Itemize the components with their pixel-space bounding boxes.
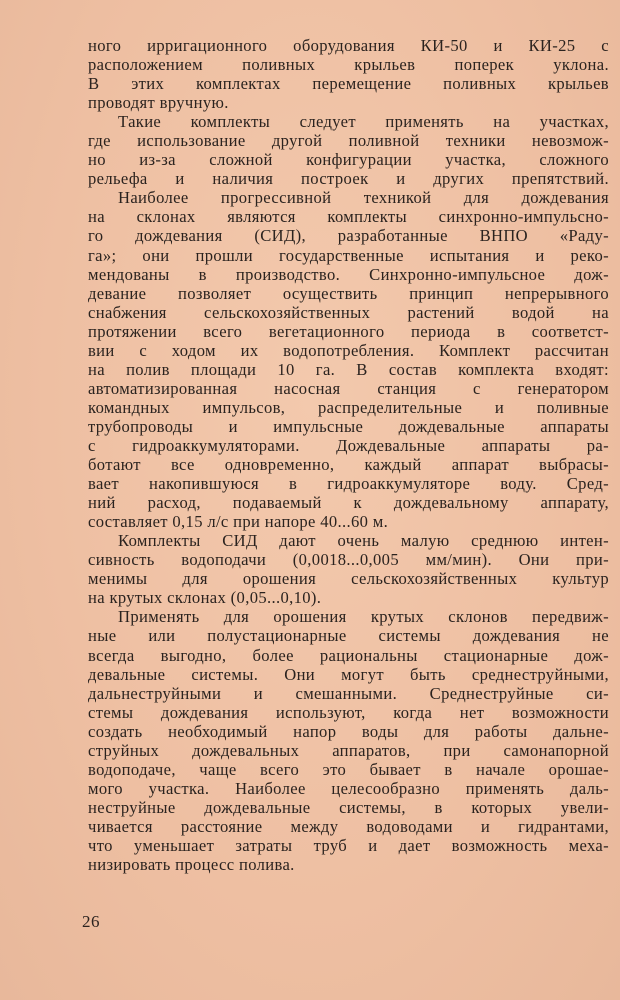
text-line: мого участка. Наиболее целесообразно применять даль- xyxy=(88,778,609,798)
text-line: стемы дождевания используют, когда нет возможности xyxy=(88,702,609,722)
text-line: менимы для орошения сельскохозяйственных культур xyxy=(88,569,609,589)
text-line: что уменьшает затраты труб и дает возможность меха- xyxy=(88,835,609,855)
text-line: водоподаче, чаще всего это бывает в начале орошае- xyxy=(88,759,609,779)
text-line: снабжения сельскохозяйственных растений водой на xyxy=(88,302,609,322)
paragraph-5 xyxy=(88,607,609,874)
text-line: ные или полустационарные системы дождевания не xyxy=(88,626,609,646)
text-line: на крутых склонах (0,05...0,10). xyxy=(88,588,322,608)
text-line: ний расход, подаваемый к дождевальному аппарату, xyxy=(88,493,609,513)
text-line: вии с ходом их водопотребления. Комплект рассчитан xyxy=(88,340,609,360)
text-line: где использование другой поливной техники невозмож- xyxy=(88,131,609,151)
text-line: с гидроаккумуляторами. Дождевальные аппараты ра- xyxy=(88,435,609,455)
body-text xyxy=(88,36,609,874)
text-line: но из-за сложной конфигурации участка, сложного xyxy=(88,150,609,170)
text-line: проводят вручную. xyxy=(88,93,229,113)
text-line: ботают все одновременно, каждый аппарат выбрасы- xyxy=(88,455,609,475)
paragraph-1 xyxy=(88,36,609,112)
text-line: неструйные дождевальные системы, в которых увели- xyxy=(88,797,609,817)
text-line: на полив площади 10 га. В состав комплекта входят: xyxy=(88,359,609,379)
text-line: Такие комплекты следует применять на участках, xyxy=(118,112,609,132)
text-line: протяжении всего вегетационного периода в соответст- xyxy=(88,321,609,341)
text-line: струйных дождевальных аппаратов, при самонапорной xyxy=(88,740,609,760)
text-line: вает накопившуюся в гидроаккумуляторе воду. Сред- xyxy=(88,474,609,494)
text-line: создать необходимый напор воды для работы дальне- xyxy=(88,721,609,741)
page-number: 26 xyxy=(82,912,100,931)
text-line: низировать процесс полива. xyxy=(88,855,295,875)
text-line: сивность водоподачи (0,0018...0,005 мм/мин). Они при- xyxy=(88,550,609,570)
text-line: В этих комплектах перемещение поливных крыльев xyxy=(88,74,609,94)
text-line: девание позволяет осуществить принцип непрерывного xyxy=(88,283,609,303)
text-line: Наиболее прогрессивной техникой для дождевания xyxy=(118,188,609,208)
text-line: автоматизированная насосная станция с генератором xyxy=(88,378,609,398)
text-line: всегда выгодно, более рациональны стационарные дож- xyxy=(88,645,609,665)
paragraph-4 xyxy=(88,531,609,607)
paragraph-3 xyxy=(88,188,609,531)
text-line: составляет 0,15 л/с при напоре 40...60 м. xyxy=(88,512,389,532)
text-line: девальные системы. Они могут быть среднеструйными, xyxy=(88,664,609,684)
text-line: командных импульсов, распределительные и поливные xyxy=(88,397,609,417)
text-line: чивается расстояние между водоводами и гидрантами, xyxy=(88,816,609,836)
text-line: го дождевания (СИД), разработанные ВНПО «Раду- xyxy=(88,226,609,246)
text-line: га»; они прошли государственные испытания и реко- xyxy=(88,245,609,265)
paragraph-2 xyxy=(88,112,609,188)
text-line: на склонах являются комплекты синхронно-импульсно- xyxy=(88,207,609,227)
text-line: Применять для орошения крутых склонов передвиж- xyxy=(118,607,609,627)
text-line: дальнеструйными и смешанными. Среднеструйные си- xyxy=(88,683,609,703)
text-line: рельефа и наличия построек и других препятствий. xyxy=(88,169,609,189)
text-line: расположением поливных крыльев поперек уклона. xyxy=(88,55,609,75)
text-line: Комплекты СИД дают очень малую среднюю интен- xyxy=(118,531,609,551)
text-line: ного ирригационного оборудования КИ-50 и КИ-25 с xyxy=(88,36,609,55)
text-line: мендованы в производство. Синхронно-импульсное дож- xyxy=(88,264,609,284)
text-line: трубопроводы и импульсные дождевальные аппараты xyxy=(88,416,609,436)
